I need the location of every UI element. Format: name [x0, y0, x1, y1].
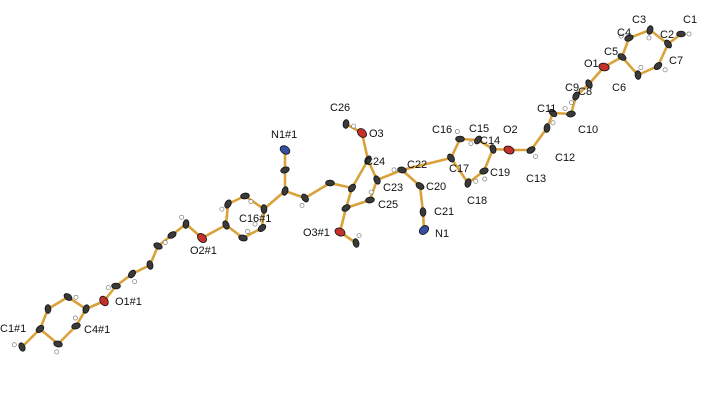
label-c4: C4: [617, 27, 632, 39]
hydrogen-atom: [246, 229, 250, 233]
atom-c21: [420, 207, 426, 216]
label-c25: C25: [378, 199, 399, 211]
hydrogen-atom: [369, 190, 373, 194]
atom-c19b: [223, 199, 232, 210]
label-o2: O2: [503, 124, 518, 136]
hydrogen-atom: [474, 179, 478, 183]
hydrogen-atom: [73, 316, 77, 320]
label-o1: O1: [584, 58, 599, 70]
atom-c26b: [352, 238, 360, 248]
hydrogen-atom: [352, 124, 356, 128]
label-c16: C16: [432, 124, 453, 136]
atom-c19: [479, 167, 489, 175]
hydrogen-atom: [533, 155, 537, 159]
label-c13: C13: [526, 173, 547, 185]
hydrogen-atom: [220, 207, 224, 211]
hydrogen-atom: [249, 199, 253, 203]
hydrogen-atom: [687, 32, 691, 36]
label-c9: C9: [565, 82, 580, 94]
hydrogen-atom: [180, 215, 184, 219]
hydrogen-atom: [483, 177, 487, 181]
hydrogen-atom: [639, 65, 643, 69]
hydrogen-atom: [357, 234, 361, 238]
hydrogen-atom: [133, 280, 137, 284]
atom-c1: [677, 31, 686, 37]
atom-n1b: [279, 144, 292, 156]
label-n1: N1: [435, 228, 450, 240]
atom-o3: [356, 127, 369, 140]
hydrogen-atom: [551, 121, 555, 125]
label-c16-sym: C16#1: [239, 213, 272, 225]
hydrogen-atom: [106, 286, 110, 290]
atom-c4b: [71, 322, 81, 330]
label-c1-sym: C1#1: [0, 323, 27, 335]
hydrogen-atom: [563, 107, 567, 111]
atom-c6: [635, 70, 642, 79]
atom-c8b: [111, 283, 120, 289]
label-c22: C22: [407, 159, 428, 171]
hydrogen-atom: [469, 142, 473, 146]
hydrogen-atom: [455, 129, 459, 133]
atom-c16: [456, 136, 465, 142]
label-o3-sym: O3#1: [303, 227, 330, 239]
label-c20: C20: [426, 181, 447, 193]
label-c8: C8: [578, 86, 593, 98]
atom-c12: [544, 123, 551, 132]
atom-c21b: [280, 166, 290, 174]
hydrogen-atom: [74, 295, 78, 299]
atom-c7b: [45, 305, 51, 314]
label-c24: C24: [365, 156, 386, 168]
hydrogen-atom: [647, 36, 651, 40]
atom-c23: [373, 175, 382, 185]
atom-c23b: [326, 180, 335, 186]
atom-o2: [503, 145, 515, 156]
hydrogen-atom: [163, 240, 167, 244]
atom-c24b: [341, 203, 352, 212]
label-c6: C6: [612, 82, 627, 94]
atom-c25: [365, 196, 375, 203]
label-o1-sym: O1#1: [115, 296, 142, 308]
atom-c20b: [281, 186, 289, 196]
label-c19: C19: [490, 167, 511, 179]
hydrogen-atom: [12, 343, 16, 347]
label-c5: C5: [604, 46, 619, 58]
hydrogen-atom: [392, 168, 396, 172]
label-n1-sym: N1#1: [271, 129, 298, 141]
label-c11: C11: [537, 103, 557, 115]
atom-c5b: [82, 304, 90, 314]
hydrogen-atom: [300, 203, 304, 207]
label-c14: C14: [480, 135, 501, 147]
label-c26: C26: [330, 102, 351, 114]
atom-c22b: [300, 193, 310, 204]
hydrogen-atom: [55, 350, 59, 354]
hydrogen-atom: [569, 101, 573, 105]
label-c23: C23: [383, 182, 404, 194]
label-c7: C7: [669, 55, 684, 67]
label-c12: C12: [555, 152, 576, 164]
label-c3: C3: [632, 14, 647, 26]
atom-c10: [566, 110, 576, 117]
label-c15: C15: [469, 123, 490, 135]
label-c2: C2: [660, 29, 675, 41]
label-c4-sym: C4#1: [84, 324, 111, 336]
label-c18: C18: [467, 195, 488, 207]
label-o2-sym: O2#1: [190, 245, 217, 257]
atom-n1: [418, 224, 431, 237]
atom-c7: [653, 61, 663, 71]
label-c21: C21: [434, 206, 455, 218]
label-o3: O3: [369, 128, 384, 140]
atom-c26: [343, 119, 350, 128]
hydrogen-atom: [663, 68, 667, 72]
label-c10: C10: [578, 124, 599, 136]
label-c17: C17: [449, 163, 470, 175]
label-c1: C1: [683, 14, 698, 26]
